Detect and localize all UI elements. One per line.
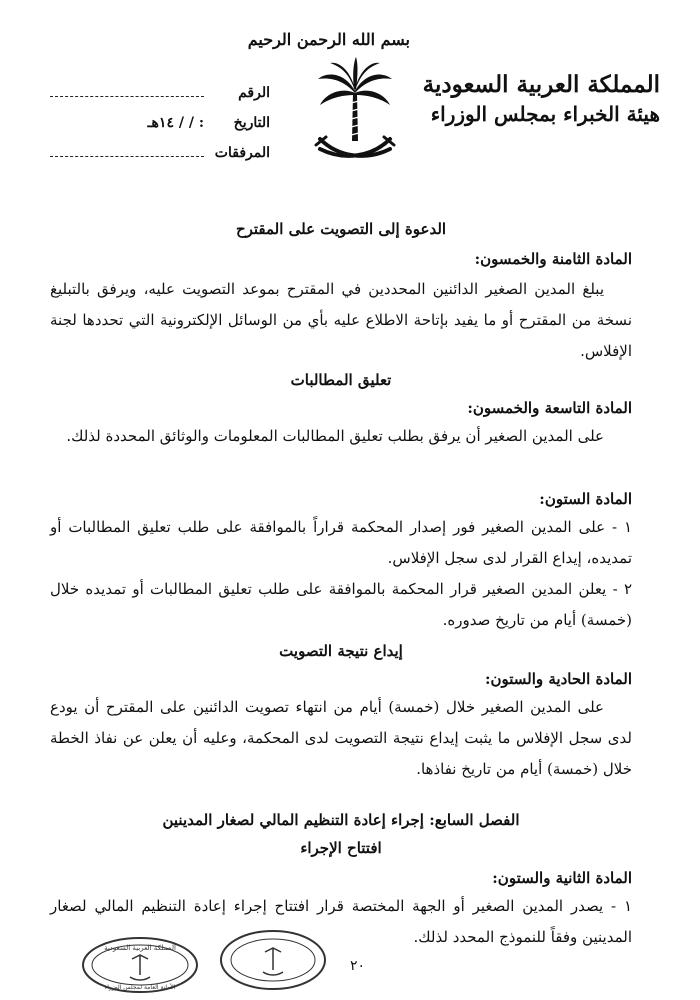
basmala: بسم الله الرحمن الرحيم — [247, 30, 410, 49]
date-row — [50, 108, 270, 138]
section-title-vote: الدعوة إلى التصويت على المقترح — [235, 220, 447, 238]
article-62-heading: المادة الثانية والستون: — [492, 869, 632, 887]
ref-line — [50, 96, 204, 97]
reference-fields — [50, 78, 270, 168]
attachments-row — [50, 138, 270, 168]
article-62-item-1: ١ - يصدر المدين الصغير أو الجهة المختصة قرار افتتاح إجراء إعادة التنظيم المالي لصغار المدينين وفقاً للنموذج المحدد لذلك. — [50, 897, 632, 946]
section-title-deposit: إيداع نتيجة التصويت — [279, 642, 403, 660]
article-58-heading: المادة الثامنة والخمسون: — [474, 250, 632, 268]
section-title-suspend: تعليق المطالبات — [290, 371, 392, 389]
date-label: التاريخ — [233, 115, 270, 131]
seal-text-2: الأمانة العامة لمجلس الوزراء — [104, 984, 176, 991]
article-60-heading: المادة الستون: — [539, 490, 632, 508]
attachments-line — [50, 156, 204, 157]
article-61-text: على المدين الصغير خلال (خمسة) أيام من انتهاء تصويت الدائنين على المقترح أن يودع لدى سجل الإفلاس ما يثبت إيداع نتيجة التصويت لدى المحكمة، وعليه أن يعلن عن نفاذ الخطة خلال (خمسة) أيام من تاريخ نفاذها. — [50, 698, 632, 778]
document-body — [50, 220, 632, 953]
letterhead-titles — [422, 70, 660, 128]
ref-number-row — [50, 78, 270, 108]
article-60-item-1: ١ - على المدين الصغير فور إصدار المحكمة قراراً بالموافقة على طلب تعليق المطالبات أو تمديده، إيداع القرار لدى سجل الإفلاس. — [50, 518, 632, 567]
attachments-label: المرفقات — [214, 145, 270, 161]
council-name: هيئة الخبراء بمجلس الوزراء — [430, 102, 660, 126]
article-60-item-2: ٢ - يعلن المدين الصغير قرار المحكمة بالموافقة على طلب تعليق المطالبات أو تمديده خلال (خمسة) أيام من تاريخ صدوره. — [50, 580, 632, 629]
chapter-7-title: الفصل السابع: إجراء إعادة التنظيم المالي لصغار المدينين — [162, 811, 520, 829]
page-number: ٢٠ — [350, 958, 366, 974]
article-59-heading: المادة التاسعة والخمسون: — [467, 399, 632, 417]
article-59-text: على المدين الصغير أن يرفق بطلب تعليق المطالبات المعلومات والوثائق المحددة لذلك. — [66, 427, 604, 445]
official-seal-icon — [80, 935, 200, 995]
section-title-open: افتتاح الإجراء — [300, 839, 382, 857]
kingdom-name: المملكة العربية السعودية — [422, 71, 660, 98]
date-value: : / / ١٤هـ — [147, 115, 204, 131]
seal-text: المملكة العربية السعودية — [104, 944, 176, 952]
palm-swords-emblem-icon — [310, 53, 400, 171]
ref-label: الرقم — [238, 85, 270, 101]
official-seal-icon-2 — [218, 928, 328, 992]
article-61-heading: المادة الحادية والستون: — [484, 670, 632, 688]
article-58-text: يبلغ المدين الصغير الدائنين المحددين في المقترح بموعد التصويت عليه، ويرفق بالتبليغ نسخة من المقترح أو ما يفيد بإتاحة الاطلاع عليه بأي من الوسائل الإلكترونية التي تحددها لجنة الإفلاس. — [50, 280, 632, 360]
